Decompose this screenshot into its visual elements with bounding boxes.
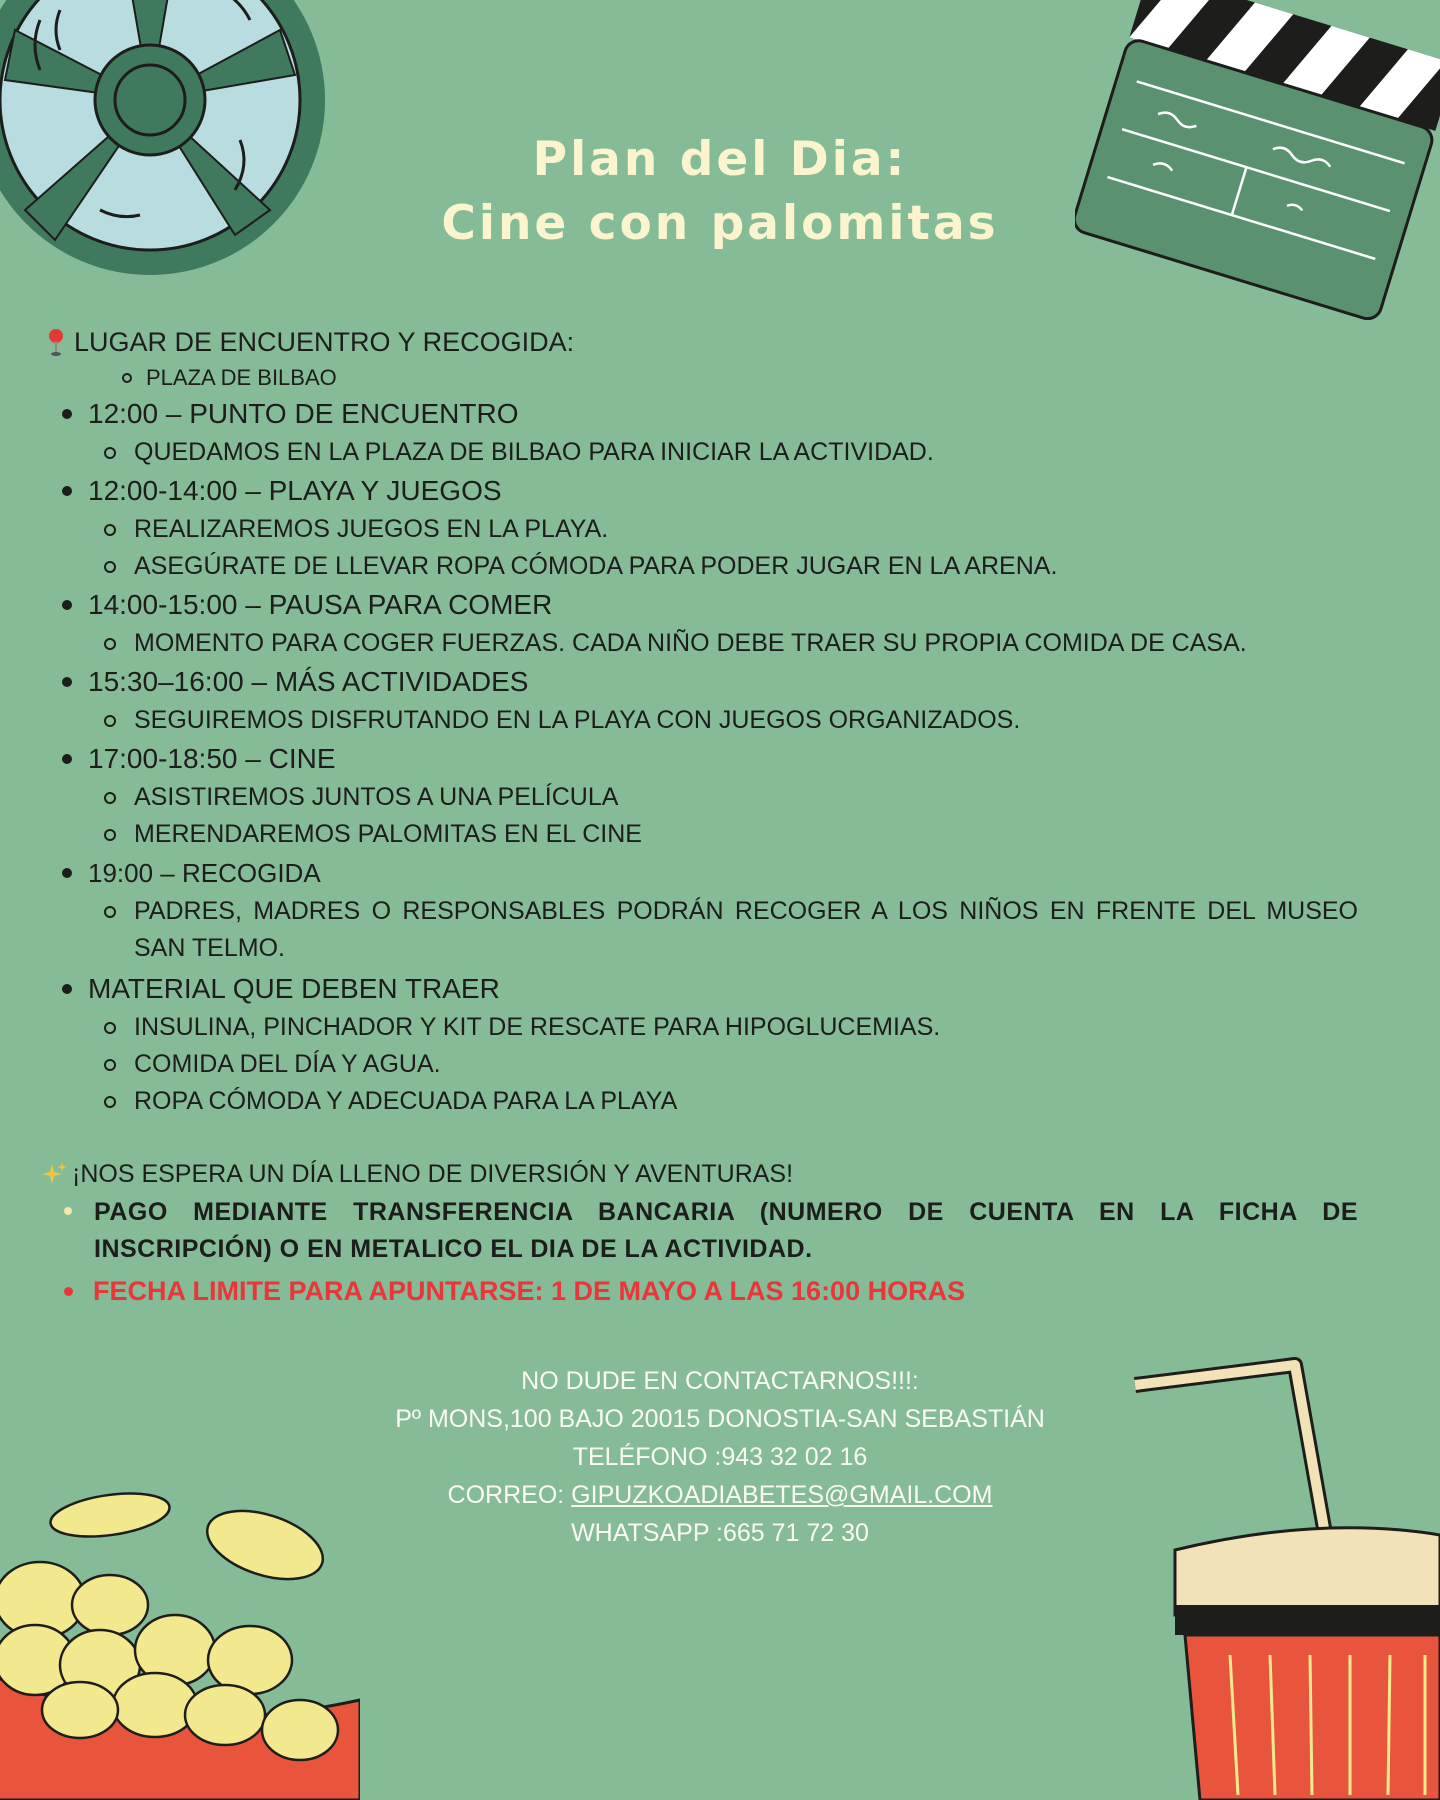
contact-phone: TELÉFONO :943 32 02 16 <box>572 1443 868 1471</box>
soda-cup-icon <box>1120 1345 1440 1800</box>
schedule-detail <box>40 434 1400 471</box>
schedule-detail <box>40 702 1400 739</box>
schedule-item-label: 12:00 – PUNTO DE ENCUENTRO <box>88 398 519 429</box>
bullet-ring <box>104 1096 116 1108</box>
schedule-detail-text: ASEGÚRATE DE LLEVAR ROPA CÓMODA PARA PODER JUGAR EN LA ARENA. <box>134 552 1058 580</box>
schedule-detail-text: MERENDAREMOS PALOMITAS EN EL CINE <box>134 820 642 848</box>
schedule-item-label: 15:30–16:00 – MÁS ACTIVIDADES <box>88 666 529 697</box>
schedule-item-label: 12:00-14:00 – PLAYA Y JUEGOS <box>88 475 502 506</box>
contact-email-label: CORREO: <box>447 1481 572 1509</box>
payment-note <box>40 1194 1400 1268</box>
bullet-ring <box>104 1059 116 1071</box>
bullet-ring <box>104 447 116 459</box>
location-pin-icon <box>46 327 66 357</box>
schedule-detail <box>40 1009 1400 1046</box>
schedule-detail <box>40 779 1400 816</box>
schedule-item-label: MATERIAL QUE DEBEN TRAER <box>88 973 500 1004</box>
schedule-item <box>40 662 1400 702</box>
bullet-ring <box>104 1022 116 1034</box>
schedule-detail-text: COMIDA DEL DÍA Y AGUA. <box>134 1050 441 1078</box>
bullet-dot <box>62 754 72 764</box>
contact-address: Pº MONS,100 BAJO 20015 DONOSTIA-SAN SEBASTIÁN <box>395 1405 1045 1433</box>
bullet-dot <box>64 1207 72 1215</box>
schedule-detail-text: SEGUIREMOS DISFRUTANDO EN LA PLAYA CON JUEGOS ORGANIZADOS. <box>134 706 1021 734</box>
schedule-item-label: 17:00-18:50 – CINE <box>88 743 336 774</box>
schedule-detail-text: QUEDAMOS EN LA PLAZA DE BILBAO PARA INICIAR LA ACTIVIDAD. <box>134 438 934 466</box>
closing-line <box>40 1154 1400 1194</box>
meeting-place-text: PLAZA DE BILBAO <box>146 365 337 390</box>
bullet-ring <box>104 561 116 573</box>
bullet-ring <box>104 829 116 841</box>
schedule-detail <box>40 816 1400 853</box>
schedule-detail-text: ASISTIREMOS JUNTOS A UNA PELÍCULA <box>134 783 619 811</box>
bullet-ring <box>122 373 132 383</box>
schedule-detail <box>40 1083 1400 1120</box>
schedule-item <box>40 471 1400 511</box>
bullet-ring <box>104 638 116 650</box>
schedule-item <box>40 853 1400 893</box>
bullet-dot <box>62 677 72 687</box>
schedule-item <box>40 394 1400 434</box>
bullet-ring <box>104 715 116 727</box>
schedule-detail <box>40 548 1400 585</box>
bullet-ring <box>104 524 116 536</box>
schedule-item <box>40 739 1400 779</box>
schedule-detail-text: MOMENTO PARA COGER FUERZAS. CADA NIÑO DEBE TRAER SU PROPIA COMIDA DE CASA. <box>134 629 1247 657</box>
bullet-dot <box>62 984 72 994</box>
payment-text: PAGO MEDIANTE TRANSFERENCIA BANCARIA (NUMERO DE CUENTA EN LA FICHA DE INSCRIPCIÓN) O EN METALICO EL DIA DE LA ACTIVIDAD. <box>94 1198 1358 1263</box>
schedule-detail <box>40 893 1400 967</box>
title-line-1: Plan del Dia: <box>532 132 908 187</box>
closing-text: ¡NOS ESPERA UN DÍA LLENO DE DIVERSIÓN Y AVENTURAS! <box>72 1159 794 1188</box>
bullet-dot <box>62 600 72 610</box>
bullet-dot <box>62 409 72 419</box>
schedule-item <box>40 969 1400 1009</box>
schedule-item-label: 19:00 – RECOGIDA <box>88 857 321 888</box>
meeting-heading-text: LUGAR DE ENCUENTRO Y RECOGIDA: <box>74 326 575 357</box>
bullet-dot <box>62 868 72 878</box>
schedule-detail <box>40 511 1400 548</box>
contact-whatsapp: WHATSAPP :665 71 72 30 <box>571 1519 869 1547</box>
deadline-text: FECHA LIMITE PARA APUNTARSE: 1 DE MAYO A LAS 16:00 HORAS <box>93 1275 966 1306</box>
schedule-detail-text: INSULINA, PINCHADOR Y KIT DE RESCATE PARA HIPOGLUCEMIAS. <box>134 1013 941 1041</box>
bullet-dot <box>62 486 72 496</box>
bullet-ring <box>104 906 116 918</box>
schedule-detail-text: REALIZAREMOS JUEGOS EN LA PLAYA. <box>134 515 609 543</box>
sparkles-icon <box>40 1160 68 1188</box>
bullet-dot <box>64 1287 73 1296</box>
schedule-section <box>40 322 1400 1314</box>
meeting-heading <box>40 322 1400 362</box>
schedule-detail <box>40 1046 1400 1083</box>
popcorn-icon <box>0 1490 360 1800</box>
meeting-place <box>40 362 1400 394</box>
contact-email-link[interactable]: GIPUZKOADIABETES@GMAIL.COM <box>571 1481 993 1509</box>
schedule-item <box>40 585 1400 625</box>
deadline-note <box>40 1268 1400 1314</box>
schedule-detail <box>40 625 1400 662</box>
schedule-detail-text: PADRES, MADRES O RESPONSABLES PODRÁN RECOGER A LOS NIÑOS EN FRENTE DEL MUSEO SAN TELMO. <box>134 897 1358 962</box>
title-line-2: Cine con palomitas <box>441 196 999 251</box>
page-title <box>0 128 1440 256</box>
contact-intro: NO DUDE EN CONTACTARNOS!!!: <box>521 1367 919 1395</box>
bullet-ring <box>104 792 116 804</box>
schedule-item-label: 14:00-15:00 – PAUSA PARA COMER <box>88 589 553 620</box>
schedule-detail-text: ROPA CÓMODA Y ADECUADA PARA LA PLAYA <box>134 1087 678 1115</box>
